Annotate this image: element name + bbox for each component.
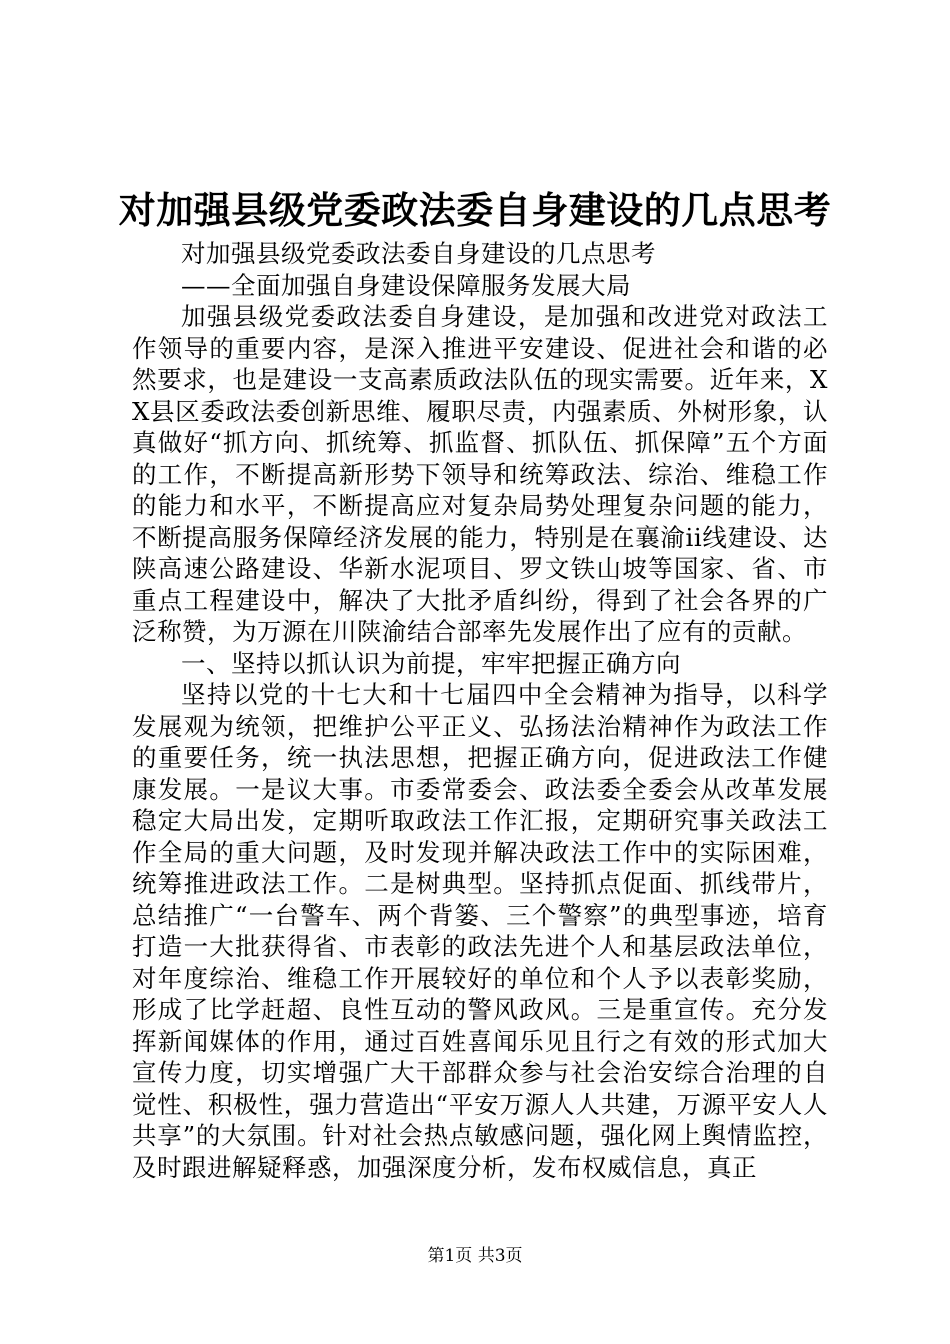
- document-title: 对加强县级党委政法委自身建设的几点思考: [118, 188, 832, 232]
- intro-paragraph: 加强县级党委政法委自身建设，是加强和改进党对政法工作领导的重要内容，是深入推进平安建设、促进社会和谐的必然要求，也是建设一支高素质政法队伍的现实需要。近年来，XX县区委政法委创新思维、履职尽责，内强素质、外树形象，认真做好“抓方向、抓统筹、抓监督、抓队伍、抓保障”五个方面的工作，不断提高新形势下领导和统筹政法、综治、维稳工作的能力和水平，不断提高应对复杂局势处理复杂问题的能力，不断提高服务保障经济发展的能力，特别是在襄渝ii线建设、达陕高速公路建设、华新水泥项目、罗文铁山坡等国家、省、市重点工程建设中，解决了大批矛盾纠纷，得到了社会各界的广泛称赞，为万源在川陕渝结合部率先发展作出了应有的贡献。: [132, 302, 828, 646]
- section-heading: 一、坚持以抓认识为前提，牢牢把握正确方向: [181, 648, 681, 678]
- subtitle-line: 对加强县级党委政法委自身建设的几点思考: [181, 239, 656, 268]
- subtitle-tagline: ——全面加强自身建设保障服务发展大局: [181, 270, 631, 300]
- section-paragraph: 坚持以党的十七大和十七届四中全会精神为指导，以科学发展观为统领，把维护公平正义、弘扬法治精神作为政法工作的重要任务，统一执法思想，把握正确方向，促进政法工作健康发展。一是议大事。市委常委会、政法委全委会从改革发展稳定大局出发，定期听取政法工作汇报，定期研究事关政法工作全局的重大问题，及时发现并解决政法工作中的实际困难，统筹推进政法工作。二是树典型。坚持抓点促面、抓线带片，总结推广“一台警车、两个背篓、三个警察”的典型事迹，培育打造一大批获得省、市表彰的政法先进个人和基层政法单位，对年度综治、维稳工作开展较好的单位和个人予以表彰奖励，形成了比学赶超、良性互动的警风政风。三是重宣传。充分发挥新闻媒体的作用，通过百姓喜闻乐见且行之有效的形式加大宣传力度，切实增强广大干部群众参与社会治安综合治理的自觉性、积极性，强力营造出“平安万源人人共建，万源平安人人共享”的大氛围。针对社会热点敏感问题，强化网上舆情监控，及时跟进解疑释惑，加强深度分析，发布权威信息，真正: [132, 680, 828, 1182]
- document-body: [132, 238, 828, 1183]
- page-footer: 第1页 共3页: [427, 1246, 523, 1266]
